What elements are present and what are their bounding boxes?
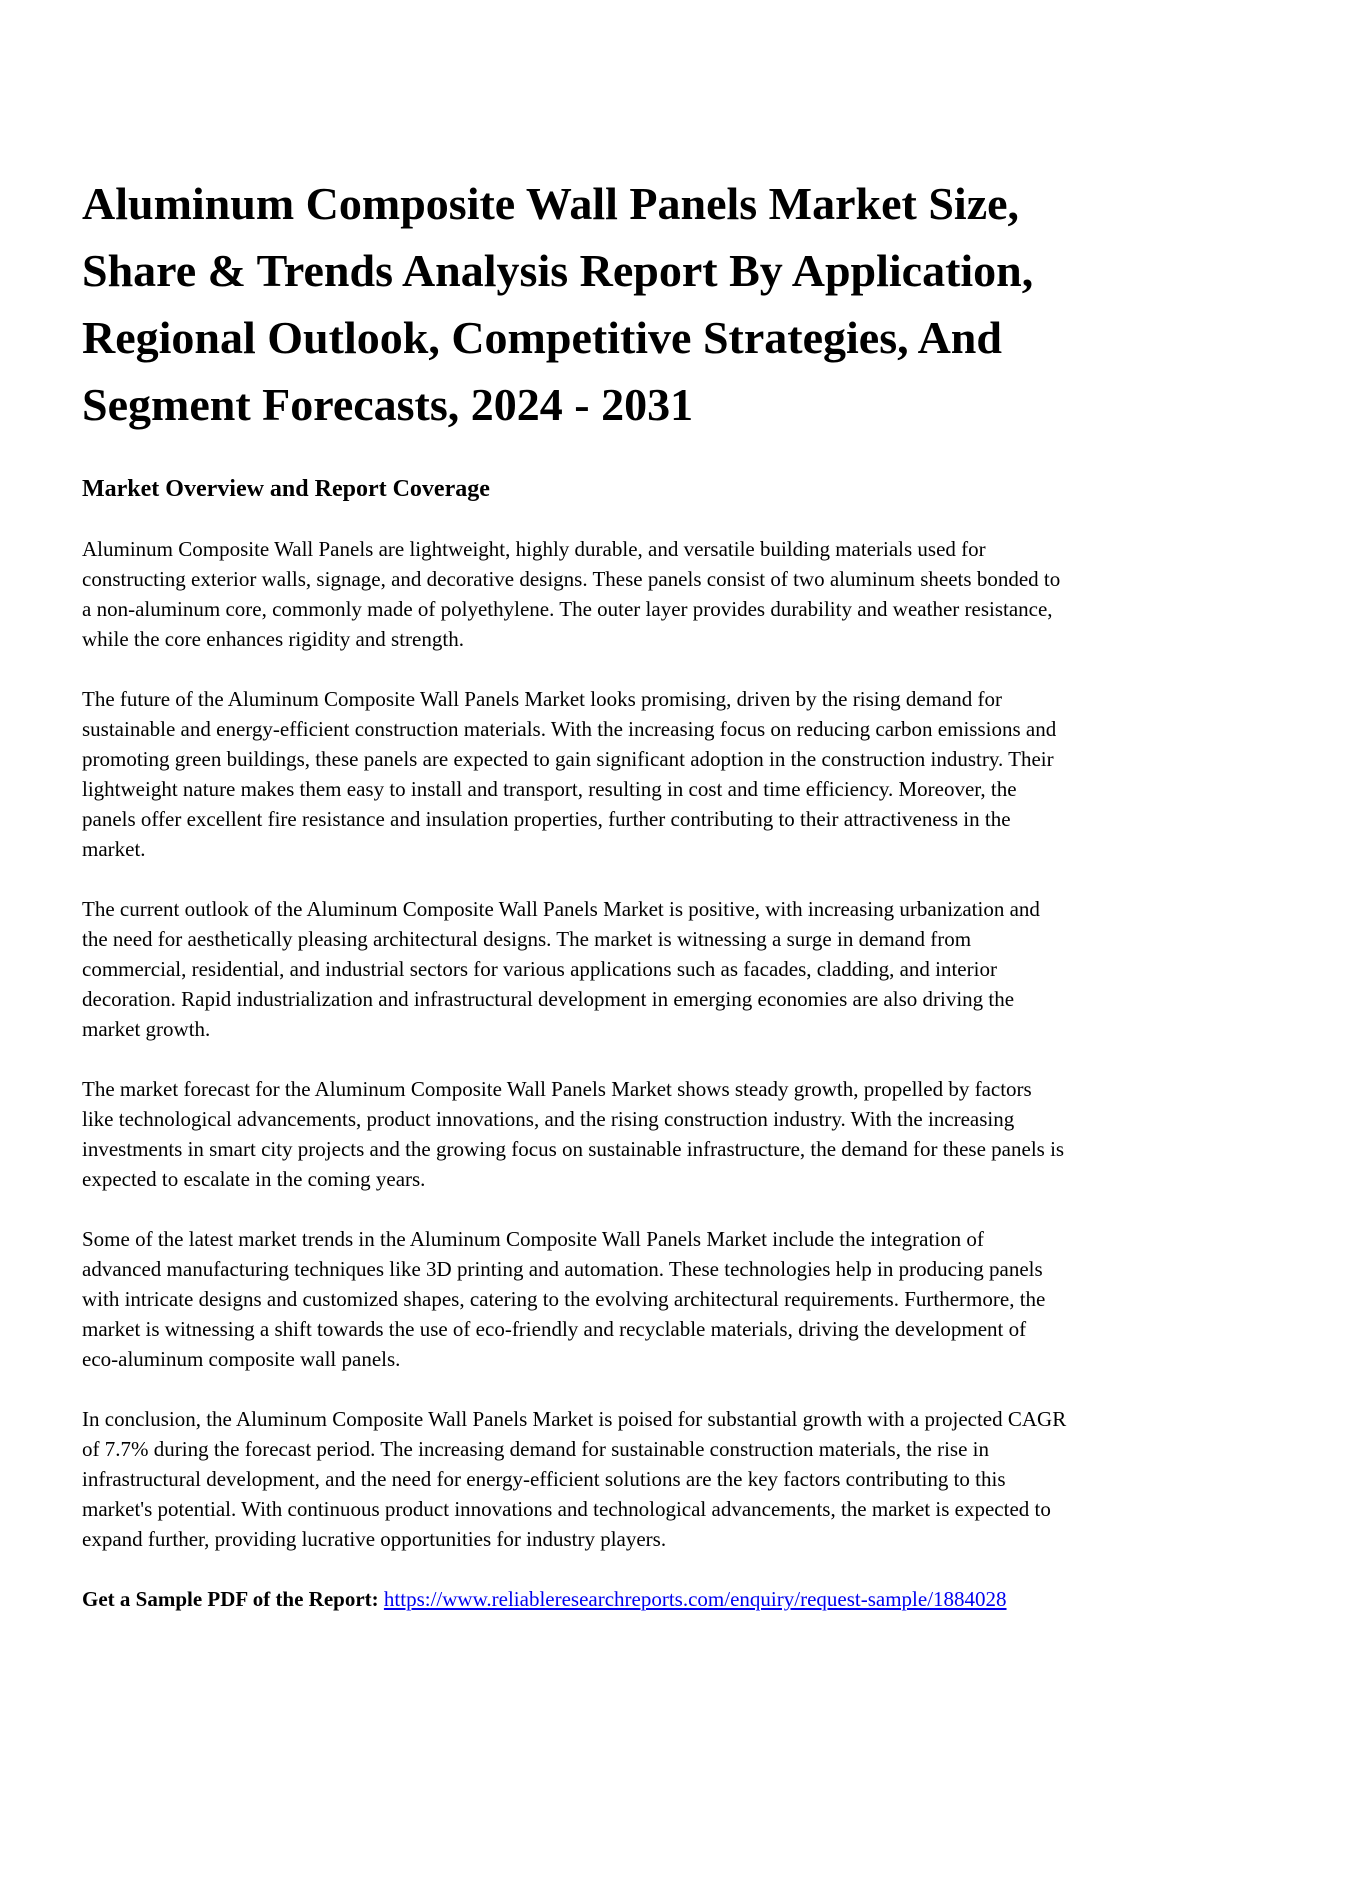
paragraph-market-trends: Some of the latest market trends in the Aluminum Composite Wall Panels Market include the integration of advanced manufacturing techniques like 3D printing and automation. These technologies help in producing panels with intricate designs and customized shapes, catering to the evolving architectural requirements. Furthermore, the market is witnessing a shift towards the use of eco-friendly and recyclable materials, driving the development of eco-aluminum composite wall panels. <box>82 1227 1046 1371</box>
paragraph-current-outlook: The current outlook of the Aluminum Composite Wall Panels Market is positive, with increasing urbanization and the need for aesthetically pleasing architectural designs. The market is witnessing a surge in demand from commercial, residential, and industrial sectors for various applications such as facades, cladding, and interior decoration. Rapid industrialization and infrastructural development in emerging economies are also driving the market growth. <box>82 897 1040 1041</box>
paragraph-market-forecast: The market forecast for the Aluminum Composite Wall Panels Market shows steady growth, propelled by factors like technological advancements, product innovations, and the rising construction industry. With the increasing investments in smart city projects and the growing focus on sustainable infrastructure, the demand for these panels is expected to escalate in the coming years. <box>82 1077 1065 1191</box>
page-title: Aluminum Composite Wall Panels Market Size, Share & Trends Analysis Report By Application, Regional Outlook, Competitive Strategies, And Segment Forecasts, 2024 - 2031 <box>82 178 1034 430</box>
sample-cta-line <box>82 1584 1067 1614</box>
paragraph-panel-description: Aluminum Composite Wall Panels are lightweight, highly durable, and versatile building materials used for constructing exterior walls, signage, and decorative designs. These panels consist of two aluminum sheets bonded to a non-aluminum core, commonly made of polyethylene. The outer layer provides durability and weather resistance, while the core enhances rigidity and strength. <box>82 537 1061 651</box>
section-heading-market-overview: Market Overview and Report Coverage <box>82 476 490 502</box>
sample-report-link[interactable]: https://www.reliableresearchreports.com/enquiry/request-sample/1884028 <box>383 1587 1007 1611</box>
sample-cta-label: Get a Sample PDF of the Report: <box>82 1587 379 1611</box>
paragraph-market-future: The future of the Aluminum Composite Wall Panels Market looks promising, driven by the rising demand for sustainable and energy-efficient construction materials. With the increasing focus on reducing carbon emissions and promoting green buildings, these panels are expected to gain significant adoption in the construction industry. Their lightweight nature makes them easy to install and transport, resulting in cost and time efficiency. Moreover, the panels offer excellent fire resistance and insulation properties, further contributing to their attractiveness in the market. <box>82 687 1057 861</box>
paragraph-conclusion-cagr: In conclusion, the Aluminum Composite Wall Panels Market is poised for substantial growth with a projected CAGR of 7.7% during the forecast period. The increasing demand for sustainable construction materials, the rise in infrastructural development, and the need for energy-efficient solutions are the key factors contributing to this market's potential. With continuous product innovations and technological advancements, the market is expected to expand further, providing lucrative opportunities for industry players. <box>82 1407 1067 1551</box>
